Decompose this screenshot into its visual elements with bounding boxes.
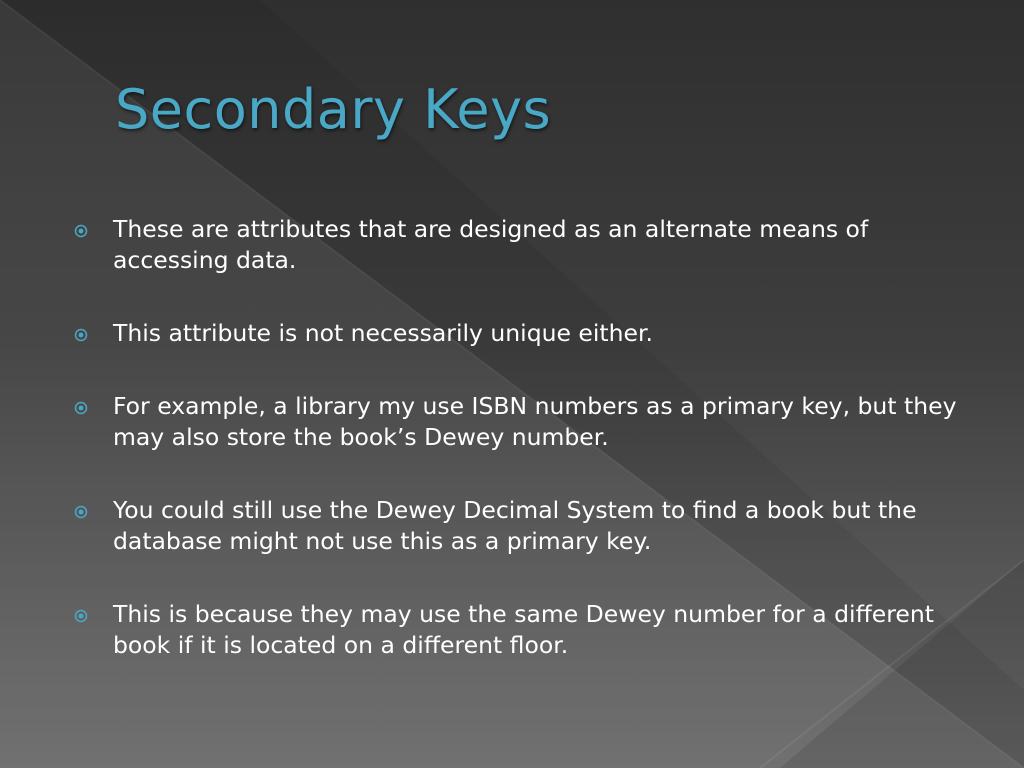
circled-dot-icon (74, 505, 88, 519)
bullet-list (70, 214, 970, 703)
circled-dot-icon (74, 609, 88, 623)
circled-dot-icon (74, 401, 88, 415)
bullet-text: This is because they may use the same Dewey number for a different book if it is located on a different floor. (113, 600, 934, 659)
circled-dot-icon (74, 224, 88, 238)
circled-dot-icon (74, 328, 88, 342)
bullet-item (70, 495, 970, 557)
bullet-item (70, 214, 970, 276)
bullet-item (70, 599, 970, 661)
bullet-text: For example, a library my use ISBN numbers as a primary key, but they may also store the book’s Dewey number. (113, 392, 957, 451)
slide-title: Secondary Keys (115, 78, 552, 141)
bullet-item (70, 318, 970, 349)
bullet-text: These are attributes that are designed as an alternate means of accessing data. (113, 215, 869, 274)
bullet-text: You could still use the Dewey Decimal System to find a book but the database might not use this as a primary key. (113, 496, 917, 555)
bullet-item (70, 391, 970, 453)
bullet-text: This attribute is not necessarily unique either. (113, 319, 653, 347)
